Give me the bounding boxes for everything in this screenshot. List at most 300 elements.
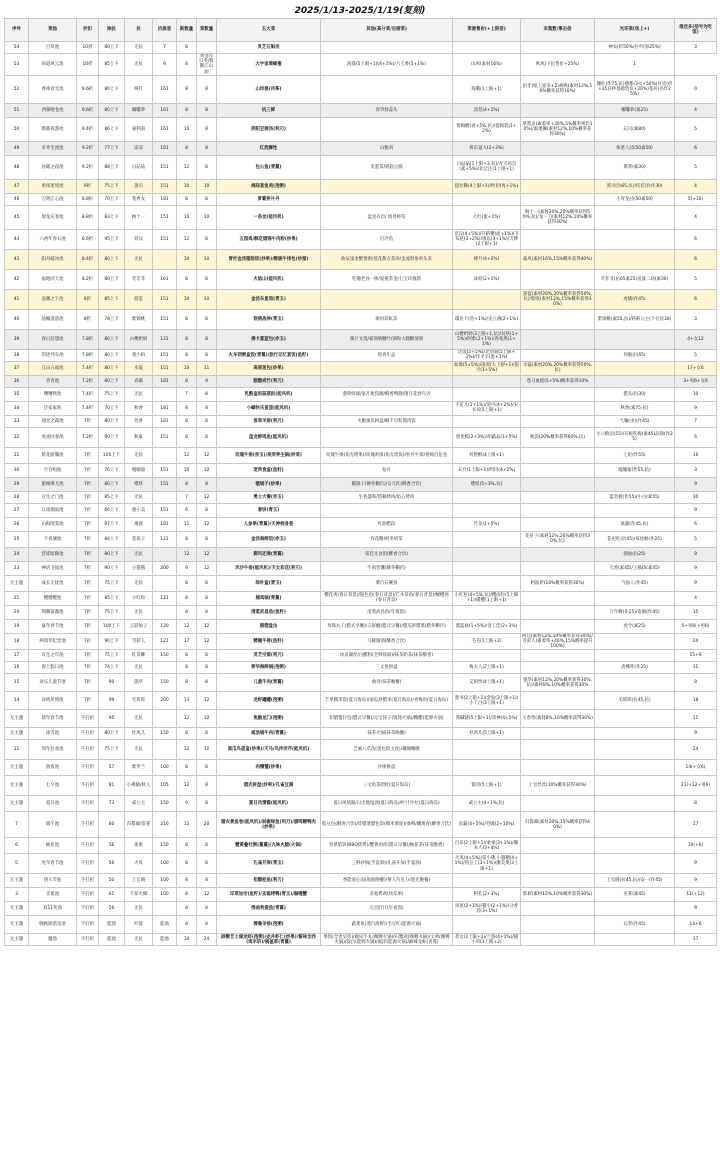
table-cell — [153, 902, 177, 916]
table-cell — [153, 249, 177, 269]
table-cell: 5 — [675, 269, 717, 289]
table-cell: 无主题 — [5, 710, 29, 728]
table-cell: 75上下 — [99, 179, 125, 193]
table-cell: 不打折 — [77, 710, 99, 728]
table-cell — [521, 874, 595, 888]
table-cell: 81 — [99, 776, 125, 796]
table-cell: 121 — [153, 633, 177, 650]
table-cell: 阿珏(素材12%,10%概率获得30%)/雪彩人(素着率+40%,15%概率提升100%) — [522, 633, 593, 650]
table-cell: 151 — [153, 463, 177, 477]
table-cell: 5(+16) — [675, 193, 717, 205]
table-cell: 白砧砧(1上限+3,抗)/青天鸡首(素+5%)/北泛注(1上限+1) — [453, 155, 521, 179]
table-cell: 普女(2上限+1)/兰游(4+1%)/猫小草(1上限+2) — [453, 934, 521, 946]
table-cell: 海上假日池 — [29, 662, 77, 674]
table-cell: 76上下 — [99, 463, 125, 477]
table-cell: 小猫熊 — [125, 561, 153, 575]
table-cell: 无抗 — [125, 54, 153, 76]
table-cell: 6 — [675, 229, 717, 249]
table-cell — [595, 902, 675, 916]
table-cell: 85上下 — [99, 289, 125, 309]
table-cell: 88上下 — [99, 155, 125, 179]
table-cell: 9.6折 — [77, 103, 99, 117]
table-cell: 毛毛(1上限+2) — [453, 633, 521, 650]
table-cell: 唐娜咔(作25) — [595, 662, 675, 674]
table-cell: 菜饭(全麦早饭)/鹿尿牛丸(咖喱火锅)/石蟹鸡(咖喱火锅)/文鸡(咖喱火锅)/茭白(能源火锅)/鼠洋(能源火锅)/麻辣龙虾(青蔓) — [321, 934, 453, 946]
table-cell: 猪年春节池 — [29, 710, 77, 728]
table-cell: 7 — [675, 415, 717, 427]
table-cell: 嘟嘟萝(素25) — [595, 103, 675, 117]
table-cell: 80上下 — [99, 375, 125, 387]
dish-cell: 肉懵懂(炒果) — [217, 760, 321, 776]
table-cell: 8 — [197, 193, 217, 205]
table-cell: 12 — [197, 888, 217, 902]
dish-cell: 红烧狮性 — [217, 141, 321, 155]
table-row — [5, 776, 717, 796]
table-cell: 诛妖(2+1%) — [453, 269, 521, 289]
table-cell: 郡都夜游池 — [29, 117, 77, 141]
table-cell: 7折 — [77, 477, 99, 491]
table-cell: 80上下 — [99, 728, 125, 740]
table-cell: 万年峰(作25)/泰俶(作45) — [595, 605, 675, 619]
table-cell: 无抗 — [125, 491, 153, 503]
table-cell: 免年春节池 — [29, 854, 77, 874]
table-cell: 施华(素材12%,20%概率获得30%,抗)/素材8%,10%概率获得30% — [521, 674, 595, 692]
table-cell — [521, 179, 595, 193]
table-cell — [521, 415, 595, 427]
table-cell: 24 — [675, 633, 717, 650]
table-cell: 皮蛋茶/钥匙豆腐 — [321, 155, 453, 179]
table-body — [5, 42, 717, 946]
header-cell: 光环菜(场上+) — [595, 19, 675, 42]
table-cell: 山雅鸡 — [321, 141, 453, 155]
table-cell: 216 — [153, 812, 177, 838]
table-cell: 8.6折 — [77, 229, 99, 249]
table-cell — [595, 375, 675, 387]
table-cell: 红油腊段 — [321, 517, 453, 531]
dish-cell: 乳酪盒祖蒜荔挞(能风机) — [217, 387, 321, 401]
table-cell: 不打折 — [77, 888, 99, 902]
table-cell: 将东道人(2+3%) — [453, 141, 521, 155]
dish-cell: 辟糖艺士湖龙虾(孢粥)/龙井虾仁(炒果)/酱味含西(鸡米斩)/锅盖菜(青蔓) — [217, 934, 321, 946]
table-cell: 151 — [153, 427, 177, 447]
dish-cell: 腊酸戒竹(利刃) — [217, 375, 321, 387]
dish-cell: 夏日风情酱(能风机) — [217, 796, 321, 812]
table-row — [5, 796, 717, 812]
table-row — [5, 361, 717, 375]
table-cell: 紫罗兰 — [125, 760, 153, 776]
table-cell: 12 — [177, 740, 197, 760]
table-row — [5, 838, 717, 854]
table-cell: 虎虎回春池 — [29, 427, 77, 447]
table-cell: 凤鱼(2+1%)/猫小(2+1%)/分香者(3+1%) — [453, 902, 521, 916]
table-cell: 水镜(素材20%,20%概率获得50%,抗) — [521, 361, 595, 375]
table-cell: 9 — [675, 728, 717, 740]
table-row — [5, 447, 717, 463]
table-cell: 芝麻八爪鱼(蛋包饭主食)/藕焖咖喱 — [321, 740, 453, 760]
table-row — [5, 309, 717, 329]
table-cell: 紫锦桃 — [125, 309, 153, 329]
table-cell: 无抗 — [125, 662, 153, 674]
table-cell: 11 — [177, 517, 197, 531]
table-cell: 7折 — [77, 415, 99, 427]
table-cell — [453, 491, 521, 503]
table-cell: 鼠年春节池 — [29, 619, 77, 633]
table-cell: 13 — [177, 692, 197, 710]
table-cell: 14 — [5, 692, 29, 710]
table-cell: 60 — [99, 812, 125, 838]
table-row — [5, 575, 717, 591]
table-cell: 无抗 — [125, 42, 153, 54]
table-cell: 威公主 — [125, 796, 153, 812]
table-cell: 8 — [675, 796, 717, 812]
table-cell: 秋香(素75,抗) — [595, 401, 675, 415]
table-cell: 8 — [197, 155, 217, 179]
table-cell: 8 — [177, 575, 197, 591]
table-cell — [153, 491, 177, 503]
table-cell: 5 — [675, 117, 717, 141]
table-cell: 9 — [177, 796, 197, 812]
table-cell: 银河(5上限+1) — [453, 776, 521, 796]
dish-cell: 蓉鲁羊排(孢粥) — [217, 916, 321, 934]
table-cell: 7折 — [77, 517, 99, 531]
table-cell: 43 — [5, 249, 29, 269]
table-cell: 121 — [153, 591, 177, 605]
table-cell: 10 — [177, 117, 197, 141]
table-cell: 19 — [5, 619, 29, 633]
table-cell — [453, 415, 521, 427]
table-cell: 萧小柏 — [125, 349, 153, 361]
dish-cell: 腊衣黄鱼卷(能风机)/剁椒绿鱼(利刃)/腊鸣糖鸭肉(炒果) — [217, 812, 321, 838]
dish-cell: 人参果(青蔓)/天神刺身卷 — [217, 517, 321, 531]
table-cell: 25 — [5, 531, 29, 547]
table-cell: 12 — [197, 633, 217, 650]
table-cell: 无抗 — [125, 934, 153, 946]
table-row — [5, 619, 717, 633]
table-cell: 9 — [675, 401, 717, 415]
table-cell: 8 — [197, 415, 217, 427]
table-cell: 搏月(4+2%) — [453, 249, 521, 269]
table-cell: 雷霸(4+5%)/劳啸(2+10%) — [453, 812, 521, 838]
table-cell: 嘟嘟萝 — [125, 103, 153, 117]
table-cell: 紫锦桃(素55,抗)/莉莉公主(下位省30) — [595, 309, 675, 329]
table-cell: 9 — [675, 477, 717, 491]
table-row — [5, 229, 717, 249]
table-row — [5, 692, 717, 710]
table-cell: 虎兮(素25) — [595, 619, 675, 633]
table-cell: 151 — [153, 309, 177, 329]
table-cell: 12 — [197, 619, 217, 633]
dish-cell: 大宇宙境蜂蜜 — [217, 54, 321, 76]
table-cell: 7折 — [77, 591, 99, 605]
table-cell: 营延暗降池 — [29, 547, 77, 561]
table-row — [5, 179, 717, 193]
table-cell: 8 — [177, 309, 197, 329]
dish-cell: 阴阳豆腐汤(利刃) — [217, 117, 321, 141]
table-cell: 5 — [675, 531, 717, 547]
table-cell: 151 — [153, 229, 177, 249]
table-cell: 无主题 — [5, 760, 29, 776]
table-cell — [521, 387, 595, 401]
table-cell: 过家家池 — [29, 401, 77, 415]
table-cell: 离骚(作45,抗) — [595, 517, 675, 531]
table-cell: 噗妖 — [125, 477, 153, 491]
table-cell: 56 — [99, 902, 125, 916]
table-cell: 无主题 — [5, 874, 29, 888]
table-cell: 8 — [197, 916, 217, 934]
table-cell: 能池 — [153, 916, 177, 934]
table-cell: 不打折 — [77, 902, 99, 916]
table-cell: 42 — [5, 269, 29, 289]
table-cell — [153, 662, 177, 674]
table-cell: 10 — [675, 387, 717, 401]
table-cell: 7折 — [77, 503, 99, 517]
table-cell: 不打折 — [77, 854, 99, 874]
table-cell: 花祉子(素材12%,20%概率获得30%,抗) — [521, 531, 595, 547]
table-cell: 梅夫人(2上限+1) — [453, 662, 521, 674]
table-cell: 181 — [153, 415, 177, 427]
table-row — [5, 54, 717, 76]
table-cell: 8 — [197, 229, 217, 249]
table-cell: 18 — [675, 692, 717, 710]
table-cell: 9 — [675, 902, 717, 916]
table-cell — [595, 854, 675, 874]
table-row — [5, 503, 717, 517]
table-cell: 8 — [177, 874, 197, 888]
table-cell: 15+6 — [675, 650, 717, 662]
table-cell — [595, 796, 675, 812]
table-cell: 150 — [153, 728, 177, 740]
table-row — [5, 547, 717, 561]
table-cell — [595, 838, 675, 854]
table-cell: 墨书(2上限+1)/金发(3上限+1)/小丫白(3上限+1) — [453, 692, 521, 710]
table-cell: 8 — [197, 902, 217, 916]
table-cell: 尚道风云池 — [29, 54, 77, 76]
table-cell: 26 — [5, 517, 29, 531]
table-cell: 8 — [177, 916, 197, 934]
table-row — [5, 812, 717, 838]
table-cell: 沙律拼盘 — [321, 760, 453, 776]
table-cell — [595, 361, 675, 375]
table-cell: 97上下 — [99, 517, 125, 531]
table-cell: 8 — [197, 349, 217, 361]
table-cell — [453, 193, 521, 205]
table-cell: 14(+女6) — [675, 760, 717, 776]
table-cell: 7 — [5, 812, 29, 838]
table-cell — [521, 662, 595, 674]
table-cell: 51 — [5, 103, 29, 117]
table-cell: 17 — [177, 633, 197, 650]
table-cell: 百乐(2上限+1)/柔柔(3+1%)/馨夫人(3+4%) — [453, 838, 521, 854]
table-cell: 7折 — [77, 463, 99, 477]
table-cell: 8 — [197, 103, 217, 117]
dish-cell: 萝蔔拼片丹 — [217, 193, 321, 205]
table-cell: 噗妖(5+3%,抗) — [453, 477, 521, 491]
table-cell: 151 — [153, 289, 177, 309]
table-cell: 32 — [5, 427, 29, 447]
table-cell: 火凤(4+5%)/雷小佛,小嚣糖(4+1%)/鲁豆丁(3+1%)/潘美菜(3上限+1) — [453, 854, 521, 874]
table-cell: 阿扎(2+3%) — [453, 888, 521, 902]
table-cell: 8 — [177, 477, 197, 491]
table-cell: 17 — [5, 650, 29, 662]
table-cell: 成长无忧池 — [29, 575, 77, 591]
table-cell: 80上下 — [99, 361, 125, 375]
table-cell — [521, 401, 595, 415]
table-cell: 愚小美 — [125, 503, 153, 517]
table-row — [5, 401, 717, 415]
table-cell: 我碱链(5上限+1)/邻神(4+5%) — [453, 710, 521, 728]
table-cell: 6 — [5, 838, 29, 854]
table-cell: 黄金岸口英/酱鹅江山面 — [197, 54, 217, 76]
dish-cell: 山珍兽(风筝) — [217, 75, 321, 103]
table-cell: 37 — [5, 361, 29, 375]
table-cell: 不夜城池 — [29, 531, 77, 547]
header-cell: 推送多(括号为吃饭) — [675, 19, 717, 42]
table-cell: 34 — [5, 401, 29, 415]
table-cell: 57 — [99, 760, 125, 776]
table-cell: 17+女6 — [675, 361, 717, 375]
table-cell: 53 — [5, 54, 29, 76]
table-row — [5, 662, 717, 674]
dish-cell: 御风还缘(青蔓) — [217, 547, 321, 561]
table-cell: 红茶酥 — [125, 650, 153, 662]
table-cell: 10 — [197, 249, 217, 269]
dish-cell: 桶鸡锅(青蔓) — [217, 591, 321, 605]
table-cell: 玫瑰牛排(焰光烤果)/玫瑰鸡排(焰光烧饭)/牡丹牛排/香绵百花卷 — [321, 447, 453, 463]
table-cell: 20 — [5, 605, 29, 619]
table-cell: 12 — [197, 692, 217, 710]
table-cell: 7折 — [77, 561, 99, 575]
table-cell — [521, 269, 595, 289]
table-cell: 8折 — [77, 309, 99, 329]
table-cell: 气仙人(作45) — [595, 575, 675, 591]
dish-cell: 印菜加空(鱼籽)/圣诞烤鸭(青玉)/咖喱蟹 — [217, 888, 321, 902]
table-cell: 猎头(抗30) — [595, 387, 675, 401]
table-cell: 抹茶火锅(抹茶晚餐) — [321, 728, 453, 740]
table-cell: 6 — [675, 289, 717, 309]
table-cell: 凉凉 — [125, 141, 153, 155]
table-cell: 斯蒂(素30) — [595, 155, 675, 179]
table-cell: 8 — [197, 728, 217, 740]
table-cell: 3 — [675, 42, 717, 54]
table-cell: 120 — [153, 619, 177, 633]
table-cell: 4 — [675, 103, 717, 117]
table-row — [5, 42, 717, 54]
table-cell: 唐优嫣(2+3%)/胡蔬晶(1+5%) — [453, 427, 521, 447]
table-cell — [321, 361, 453, 375]
table-cell: 无抗 — [125, 249, 153, 269]
table-cell: 无抗 — [125, 605, 153, 619]
table-cell: 圆夜池 — [29, 760, 77, 776]
table-cell: 异域风情池 — [29, 692, 77, 710]
sheet-title: 2025/1/13-2025/1/19(复刻) — [294, 6, 426, 16]
table-cell — [153, 547, 177, 561]
table-cell: 游蓝(素材20%,20%概率获得50%,抗)/紫唯(素材12%,15%概率获得30%) — [521, 289, 595, 309]
table-cell: 90 — [99, 674, 125, 692]
table-cell: 9 — [675, 874, 717, 888]
table-cell: 荆棘蔷薇池 — [29, 605, 77, 619]
table-cell — [453, 575, 521, 591]
header-cell: 五大菜 — [217, 19, 321, 42]
dish-cell: 龙虾罐罐(孢粥) — [217, 692, 321, 710]
table-cell: 75上下 — [99, 650, 125, 662]
table-cell: 夏日池 — [29, 796, 77, 812]
table-cell: 无抗 — [125, 740, 153, 760]
table-cell — [521, 141, 595, 155]
table-cell: 7 — [177, 491, 197, 503]
table-cell: 山海图鉴池 — [29, 517, 77, 531]
table-row — [5, 117, 717, 141]
dish-cell: 要华海鲜锅(孢粥) — [217, 662, 321, 674]
table-cell: 圣诞池 — [29, 888, 77, 902]
table-cell: 无抗 — [125, 387, 153, 401]
table-cell: 西湖晚卷池 — [29, 103, 77, 117]
table-cell: 83上下 — [99, 205, 125, 229]
dish-cell: 一条龙(能风机) — [217, 205, 321, 229]
table-cell — [321, 75, 453, 103]
table-cell: 12 — [197, 547, 217, 561]
table-row — [5, 329, 717, 349]
table-cell: 蔬菜鱼(蒸汽海鲜)/毛豆红(能源火锅) — [321, 916, 453, 934]
table-cell — [521, 309, 595, 329]
table-cell: 12 — [197, 517, 217, 531]
table-cell: 121 — [153, 329, 177, 349]
table-cell: 山楂奶奶 — [125, 329, 153, 349]
table-cell: 85上下 — [99, 591, 125, 605]
table-cell: 17 — [675, 812, 717, 838]
table-cell — [453, 531, 521, 547]
table-cell: 36 — [5, 375, 29, 387]
table-cell: 马豚腐酒(酥香合饮) — [321, 633, 453, 650]
table-cell: 打冷鱼 — [321, 229, 453, 249]
table-cell: 菌仙(抗25) — [595, 547, 675, 561]
table-cell: 7.4折 — [77, 401, 99, 415]
dish-cell: 清蒸武昌鱼(鱼籽) — [217, 605, 321, 619]
dish-cell: 五园鸡/酥花烟锦牛肉粒(炒果) — [217, 229, 321, 249]
table-cell — [595, 812, 675, 838]
table-cell: 3 — [675, 463, 717, 477]
table-cell: 无抗 — [125, 710, 153, 728]
table-cell: 8 — [197, 141, 217, 155]
table-cell: 秋风(下位售价+25%) — [521, 54, 595, 76]
table-cell: 161 — [153, 75, 177, 103]
table-cell — [595, 503, 675, 517]
table-cell: 归都蔺(素材20%,15%概率获得40%) — [521, 812, 595, 838]
dish-cell: 杭三鲜 — [217, 103, 321, 117]
table-cell: 66上下 — [99, 503, 125, 517]
table-cell: 归都蔺/雷霆 — [125, 812, 153, 838]
table-cell: 9.2折 — [77, 141, 99, 155]
table-cell: 紫莉(素材12%,10%概率获得30%) — [521, 888, 595, 902]
table-cell: 12 — [177, 710, 197, 728]
table-cell: 荧非非 — [125, 269, 153, 289]
table-cell: 29 — [5, 477, 29, 491]
table-cell — [321, 193, 453, 205]
table-cell: 冰雪池 — [29, 728, 77, 740]
table-row — [5, 561, 717, 575]
table-cell: 73 — [99, 796, 125, 812]
table-cell: 40 — [5, 309, 29, 329]
table-cell: 不打折 — [77, 838, 99, 854]
table-cell: 吨红 — [125, 75, 153, 103]
table-cell: 10折 — [77, 54, 99, 76]
table-cell: 嘉利南 — [125, 117, 153, 141]
table-cell: 74上下 — [99, 662, 125, 674]
table-cell: 7 — [177, 387, 197, 401]
table-cell: 8 — [177, 728, 197, 740]
table-cell: 10 — [177, 179, 197, 193]
table-cell: 小佛晓/秋人 — [125, 776, 153, 796]
table-cell: 7折 — [77, 605, 99, 619]
